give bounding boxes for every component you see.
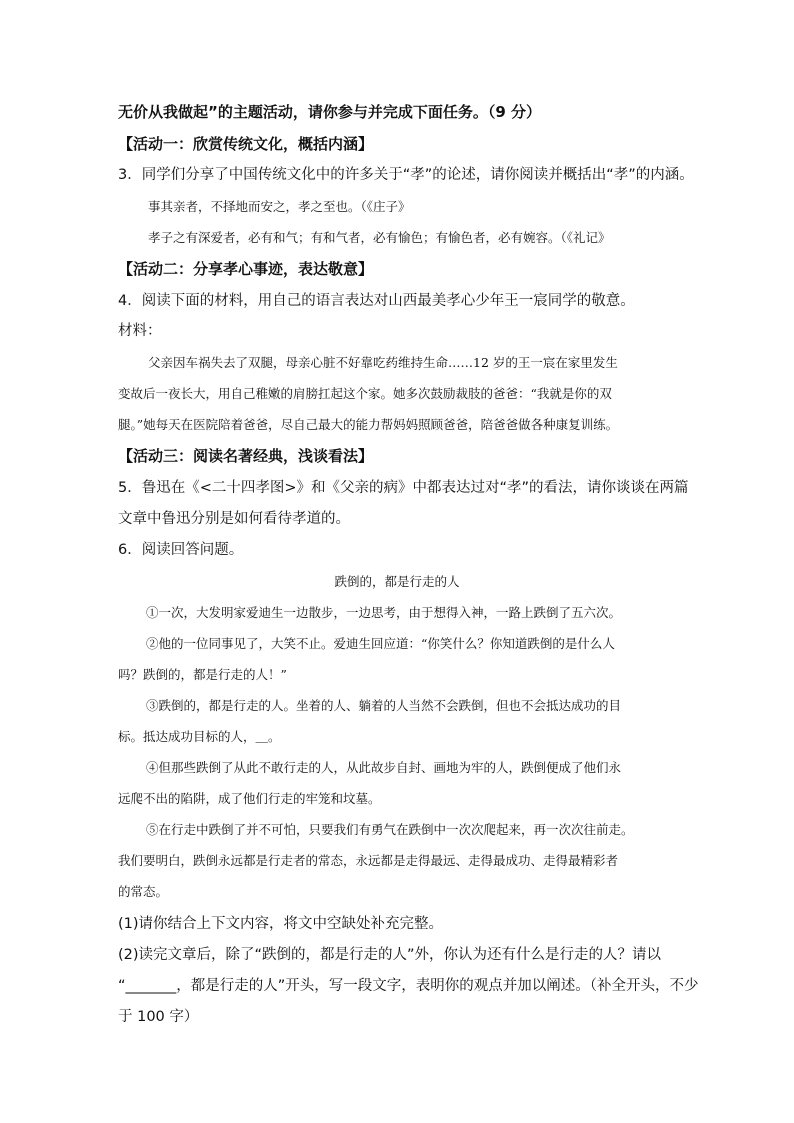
- material-line: 腿。”她每天在医院陪着爸爸，尽自己最大的能力帮妈妈照顾爸爸，陪爸爸做各种康复训练。: [118, 417, 619, 432]
- passage-title: 跌倒的，都是行走的人: [334, 574, 460, 589]
- sub-question-2-line: 于 100 字）: [118, 1009, 199, 1025]
- question-5-line: 5．鲁迅在《<二十四孝图>》和《父亲的病》中都表达过对“孝”的看法，请你谈谈在两篇: [118, 480, 689, 496]
- passage-paragraph: ⑤在行走中跌倒了并不可怕，只要我们有勇气在跌倒中一次次爬起来，再一次次往前走。: [146, 822, 634, 837]
- passage-paragraph: ④但那些跌倒了从此不敢行走的人，从此故步自封、画地为牢的人，跌倒便成了他们永: [146, 760, 622, 775]
- passage-paragraph: ③跌倒的，都是行走的人。坐着的人、躺着的人当然不会跌倒，但也不会抵达成功的目: [146, 698, 622, 713]
- question-5-line: 文章中鲁迅分别是如何看待孝道的。: [118, 511, 350, 527]
- material-line: 变故后一夜长大，用自己稚嫩的肩膀扛起这个家。她多次鼓励裁肢的爸爸：“我就是你的双: [118, 386, 612, 401]
- passage-paragraph: 的常态。: [118, 884, 169, 899]
- sub-question-2-line: “_______，都是行走的人”开头，写一段文字，表明你的观点并加以阐述。（补全开头，不少: [118, 978, 699, 994]
- sub-question-2-line: (2)读完文章后，除了“跌倒的，都是行走的人”外，你认为还有什么是行走的人？请以: [118, 947, 662, 963]
- question-6: 6．阅读回答问题。: [118, 542, 244, 558]
- quote-zhuangzi: 事其亲者，不择地而安之，孝之至也。（《庄子》: [148, 199, 411, 214]
- material-line: 父亲因车祸失去了双腿，母亲心脏不好靠吃药维持生命……12 岁的王一宸在家里发生: [148, 355, 618, 370]
- activity2-title: 【活动二：分享孝心事迹，表达敬意】: [118, 260, 374, 278]
- activity1-title: 【活动一：欣赏传统文化，概括内涵】: [118, 135, 374, 153]
- material-label: 材料：: [118, 323, 162, 339]
- passage-paragraph: 标。抵达成功目标的人，＿。: [118, 729, 281, 744]
- intro-line: 无价从我做起”的主题活动，请你参与并完成下面任务。（9 分）: [118, 103, 542, 121]
- passage-paragraph: 远爬不出的陷阱，成了他们行走的牢笼和坟墓。: [118, 791, 381, 806]
- sub-question-1: (1)请你结合上下文内容，将文中空缺处补充完整。: [118, 916, 444, 932]
- passage-paragraph: ②他的一位同事见了，大笑不止。爱迪生回应道：“你笑什么？你知道跌倒的是什么人: [146, 636, 615, 651]
- passage-paragraph: ①一次，大发明家爱迪生一边散步，一边思考，由于想得入神，一路上跌倒了五六次。: [146, 605, 622, 620]
- question-3: 3．同学们分享了中国传统文化中的许多关于“孝”的论述，请你阅读并概括出“孝”的内涵。: [118, 167, 694, 183]
- passage-paragraph: 吗？跌倒的，都是行走的人！”: [118, 667, 287, 682]
- passage-paragraph: 我们要明白，跌倒永远都是行走者的常态，永远都是走得最远、走得最成功、走得最精彩者: [118, 853, 619, 868]
- activity3-title: 【活动三：阅读名著经典，浅谈看法】: [118, 447, 374, 465]
- quote-liji: 孝子之有深爱者，必有和气；有和气者，必有愉色；有愉色者，必有婉容。（《礼记》: [148, 230, 611, 245]
- question-4: 4．阅读下面的材料，用自己的语言表达对山西最美孝心少年王一宸同学的敬意。: [118, 293, 635, 309]
